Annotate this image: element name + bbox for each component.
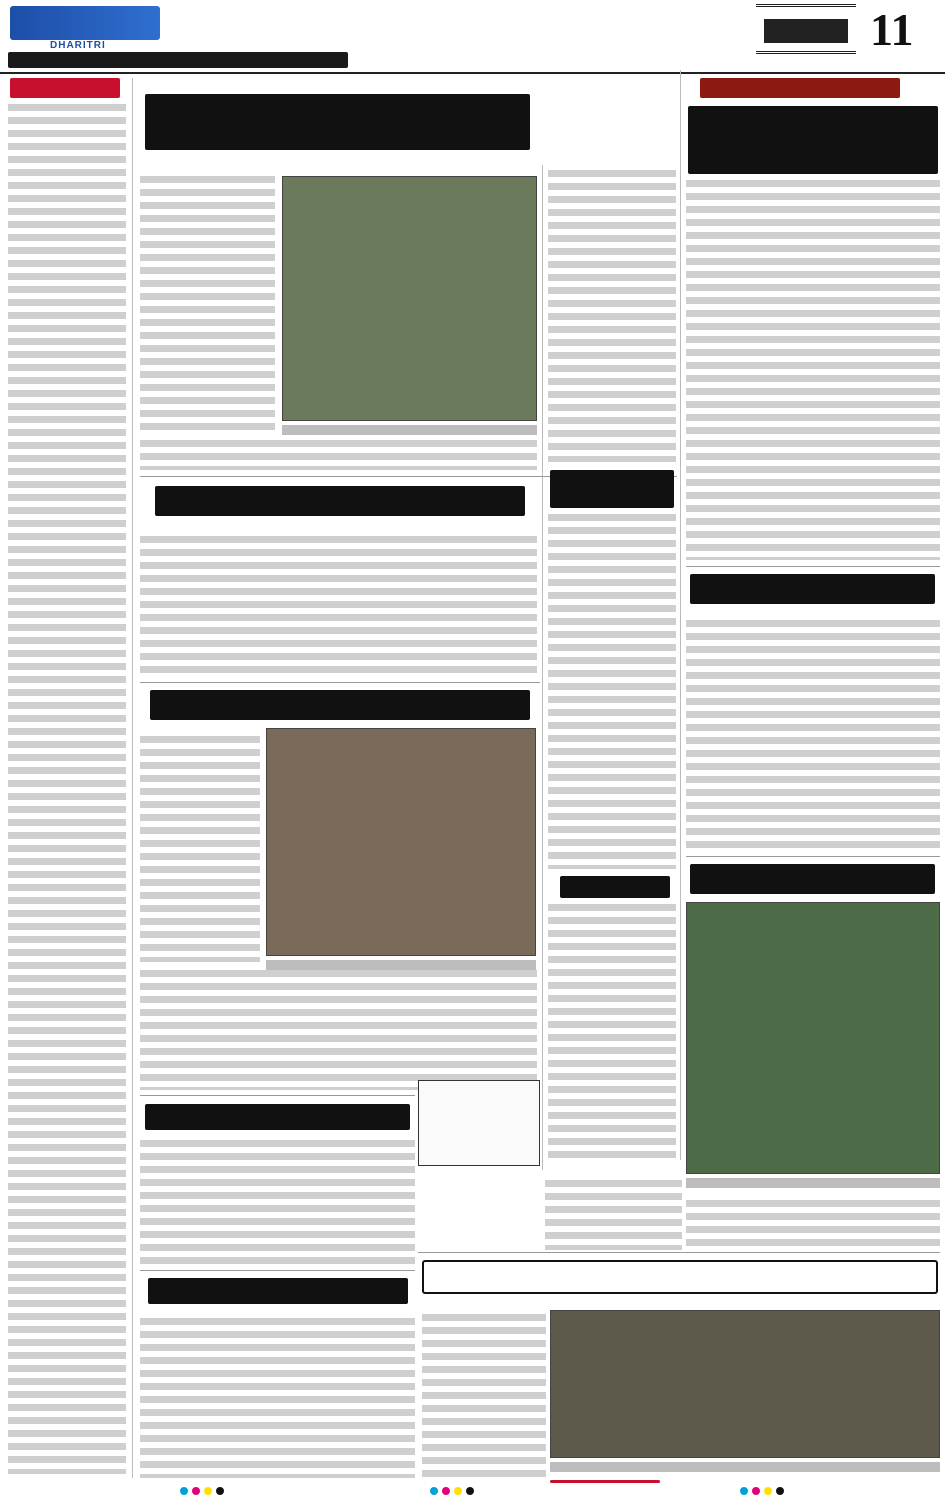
registration-dot-cyan (180, 1487, 188, 1495)
headline-bird-flu-eradication (155, 486, 525, 516)
briefs-column (8, 104, 126, 1474)
section-rule (686, 566, 940, 567)
headline-broken-culvert (690, 864, 935, 894)
headline-green-forest (560, 876, 670, 898)
article-text (548, 904, 676, 1164)
article-text (422, 1314, 546, 1478)
registration-dot-black (776, 1487, 784, 1495)
photo-karma-festival (266, 728, 536, 956)
section-rule (140, 1270, 415, 1271)
highlight-label (550, 1480, 660, 1483)
headline-elephant-herd-havoc (690, 574, 935, 604)
article-text (548, 170, 676, 462)
masthead-logo (10, 6, 160, 50)
headline-karma-festival (150, 690, 530, 720)
dateline-bar (8, 52, 348, 68)
article-text (140, 736, 260, 962)
column-rule (680, 70, 681, 1160)
registration-dot-yellow (454, 1487, 462, 1495)
photo-caption (686, 1178, 940, 1188)
print-registration-strip (0, 1484, 945, 1498)
section-rule (418, 1252, 940, 1253)
article-text (686, 180, 940, 560)
registration-dot-magenta (752, 1487, 760, 1495)
article-text (140, 970, 537, 1090)
registration-dot-cyan (430, 1487, 438, 1495)
registration-dot-black (216, 1487, 224, 1495)
logo-mark (10, 6, 160, 40)
article-text (686, 620, 940, 850)
photo-caption (266, 960, 536, 970)
page-number: 11 (870, 4, 914, 55)
logo-roman-text: DHARITRI (50, 40, 106, 51)
masthead-rule (0, 72, 945, 74)
headline-panchayat-scheme (148, 1278, 408, 1304)
registration-dot-magenta (442, 1487, 450, 1495)
section-tag-briefs (10, 78, 120, 98)
photo-caption (282, 425, 537, 435)
district-name (764, 19, 848, 43)
photo-broken-culvert (686, 902, 940, 1174)
section-rule (686, 856, 940, 857)
photo-caption (550, 1462, 940, 1472)
registration-dot-cyan (740, 1487, 748, 1495)
photo-health-centre-patients (550, 1310, 940, 1458)
registration-dot-yellow (204, 1487, 212, 1495)
kicker-elephant-terror (700, 78, 900, 98)
column-rule (542, 165, 543, 1170)
district-name-box (756, 4, 856, 54)
registration-dot-magenta (192, 1487, 200, 1495)
photo-farmers-sit-in (282, 176, 537, 421)
article-text (548, 514, 676, 869)
article-text (545, 1180, 682, 1250)
section-rule (140, 1095, 415, 1096)
section-rule (140, 682, 540, 683)
article-text (140, 1318, 415, 1478)
article-text (140, 536, 537, 676)
article-text (140, 440, 537, 470)
headline-forest-dept-warns-railway (688, 106, 938, 174)
registration-dot-black (466, 1487, 474, 1495)
article-text (140, 1140, 415, 1266)
article-text (140, 176, 275, 432)
headline-box-sub-health-centre (422, 1260, 938, 1294)
article-text (686, 1200, 940, 1250)
column-rule (132, 78, 133, 1478)
headline-farmers-hunger-strike (145, 94, 530, 150)
notice-box (418, 1080, 540, 1166)
registration-dot-yellow (764, 1487, 772, 1495)
headline-ganesh-immersion (550, 470, 674, 508)
headline-villagers-demand (145, 1104, 410, 1130)
